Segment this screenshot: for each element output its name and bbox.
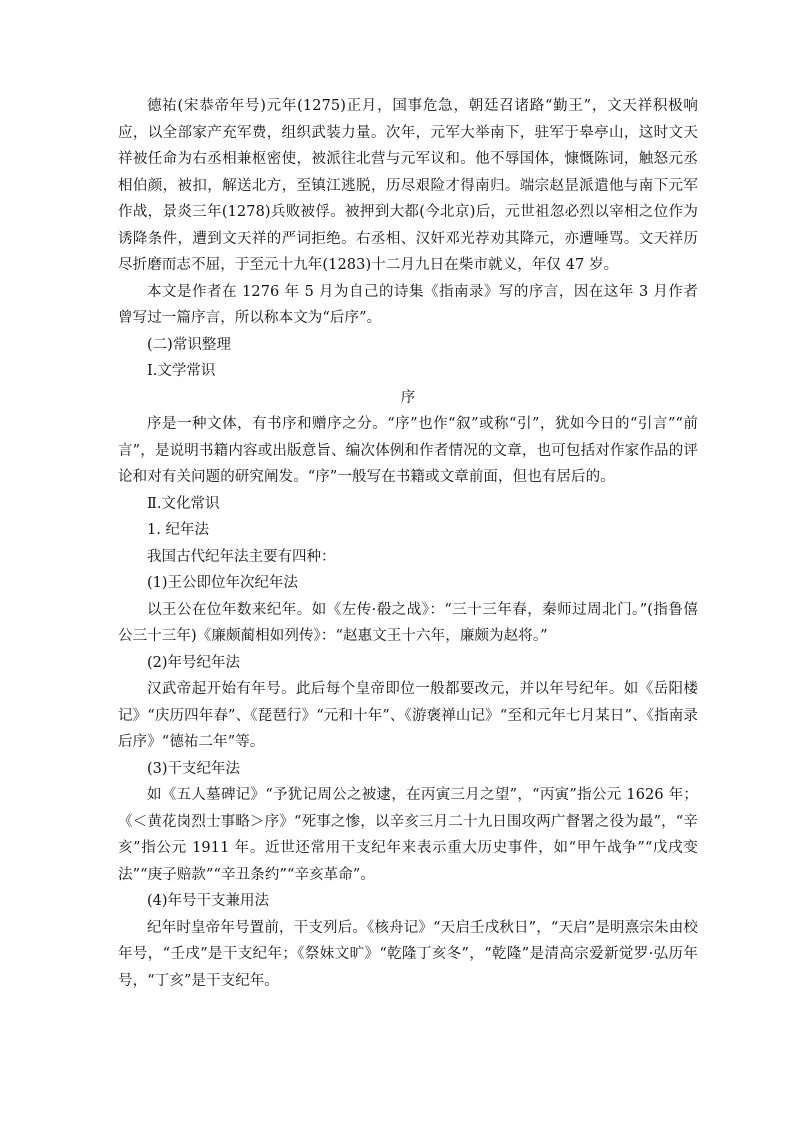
document-page — [118, 93, 698, 994]
heading-knowledge-summary: (二)常识整理 — [147, 336, 231, 353]
paragraph-method-3: 如《五人墓碑记》“予犹记周公之被逮，在丙寅三月之望”，“丙寅”指公元 1626 年；《＜黄花岗烈士事略＞序》“死事之惨，以辛亥三月二十九日围攻两广督署之役为最”，“辛亥”指公元 1911 年。近世还常用干支纪年来表示重大历史事件，如“甲午战争”“戊戌变法”“庚子赔款”“辛丑条约”“辛亥革命”。 — [118, 787, 698, 883]
heading-literary-knowledge: Ⅰ.文学常识 — [147, 363, 216, 379]
heading-method-4: (4)年号干支兼用法 — [147, 893, 270, 909]
heading-method-3: (3)干支纪年法 — [147, 760, 241, 777]
heading-cultural-knowledge: Ⅱ.文化常识 — [147, 495, 220, 512]
heading-method-1: (1)王公即位年次纪年法 — [147, 575, 299, 591]
heading-calendar-methods: 1. 纪年法 — [147, 522, 209, 538]
paragraph-four-methods: 我国古代纪年法主要有四种： — [147, 548, 336, 565]
paragraph-method-2: 汉武帝起开始有年号。此后每个皇帝即位一般都要改元，并以年号纪年。如《岳阳楼记》“庆历四年春”、《琵琶行》“元和十年”、《游褒禅山记》“至和元年七月某日”、《指南录后序》“德祐二年”等。 — [118, 681, 698, 750]
paragraph-preface-origin: 本文是作者在 1276 年 5 月为自己的诗集《指南录》写的序言，因在这年 3 月作者曾写过一篇序言，所以称本文为“后序”。 — [118, 283, 698, 326]
heading-method-2: (2)年号纪年法 — [147, 654, 241, 671]
paragraph-method-1: 以王公在位年数来纪年。如《左传·殽之战》：“三十三年春，秦师过周北门。”(指鲁僖公三十三年)《廉颇蔺相如列传》：“赵惠文王十六年，廉颇为赵将。” — [118, 601, 698, 644]
title-xu: 序 — [400, 389, 416, 406]
paragraph-xu-definition: 序是一种文体，有书序和赠序之分。“序”也作“叙”或称“引”，犹如今日的“引言”“前言”，是说明书籍内容或出版意旨、编次体例和作者情况的文章，也可包括对作家作品的评论和对有关问题的研究阐发。“序”一般写在书籍或文章前面，但也有居后的。 — [118, 416, 698, 485]
paragraph-wen-tianxiang-bio: 德祐(宋恭帝年号)元年(1275)正月，国事危急，朝廷召诸路“勤王”，文天祥积极响应，以全部家产充军费，组织武装力量。次年，元军大举南下，驻军于皋亭山，这时文天祥被任命为右丞相兼枢密使，被派往北营与元军议和。他不辱国体，慷慨陈词，触怒元丞相伯颜，被扣，解送北方，至镇江逃脱，历尽艰险才得南归。端宗赵昰派遣他与南下元军作战，景炎三年(1278)兵败被俘。被押到大都(今北京)后，元世祖忽必烈以宰相之位作为诱降条件，遭到文天祥的严词拒绝。右丞相、汉奸邓光荐劝其降元，亦遭唾骂。文天祥历尽折磨而志不屈，于至元十九年(1283)十二月九日在柴市就义，年仅 47 岁。 — [118, 98, 698, 273]
paragraph-method-4: 纪年时皇帝年号置前，干支列后。《核舟记》“天启壬戌秋日”，“天启”是明熹宗朱由校年号，“壬戌”是干支纪年；《祭妹文旷》“乾隆丁亥冬”，“乾隆”是清高宗爱新觉罗·弘历年号，“丁亥”是干支纪年。 — [118, 919, 698, 989]
